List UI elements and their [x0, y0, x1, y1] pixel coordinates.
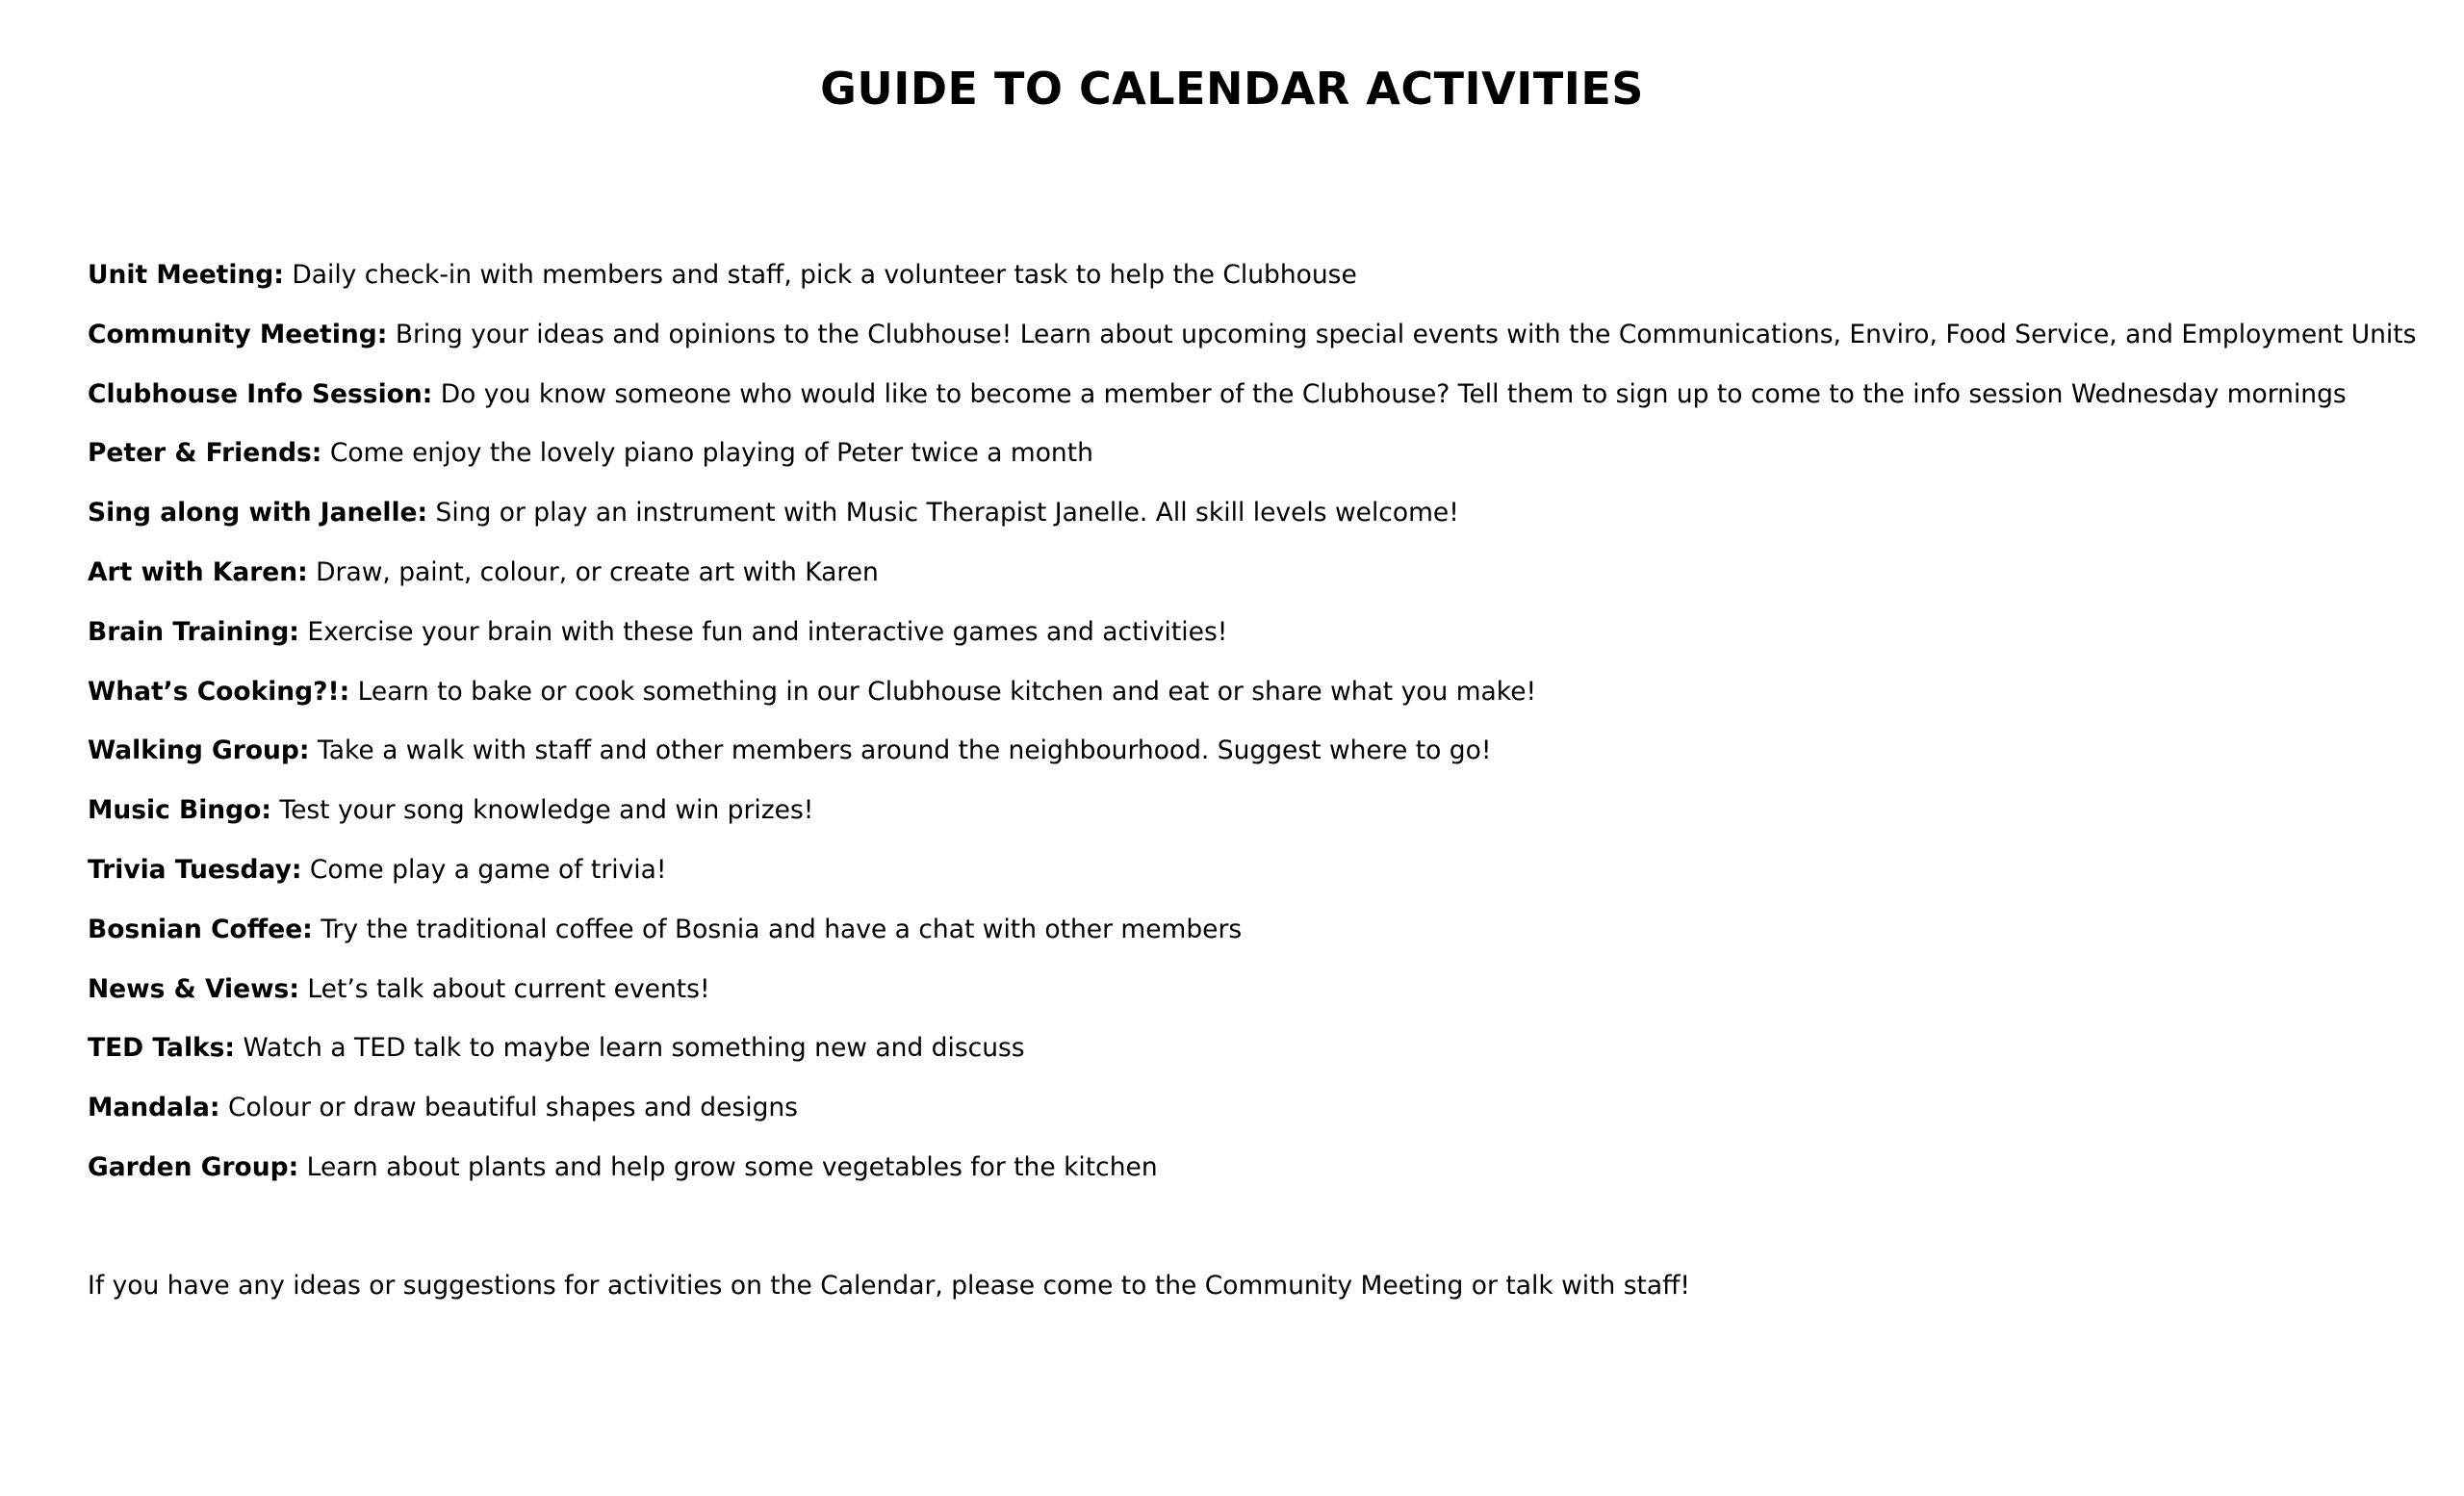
footer-note: If you have any ideas or suggestions for activities on the Calendar, please come to the Community Meeting or talk with staff! [88, 1271, 1691, 1301]
activity-item [88, 494, 2417, 554]
activity-name: Sing along with Janelle: [88, 498, 428, 529]
activity-item [88, 732, 2417, 791]
activity-description: Sing or play an instrument with Music Therapist Janelle. All skill levels welcome! [435, 498, 1459, 529]
activity-description: Draw, paint, colour, or create art with Karen [316, 556, 879, 587]
activity-name: What’s Cooking?!: [88, 676, 350, 707]
activity-item [88, 970, 2417, 1030]
activity-item [88, 1029, 2417, 1089]
activity-name: Mandala: [88, 1093, 220, 1123]
activity-description: Test your song knowledge and win prizes! [279, 795, 814, 826]
activity-description: Come play a game of trivia! [309, 854, 667, 885]
activity-name: TED Talks: [88, 1033, 236, 1064]
activity-name: Art with Karen: [88, 556, 308, 587]
activity-name: Unit Meeting: [88, 260, 284, 290]
activity-name: Garden Group: [88, 1151, 299, 1182]
activity-description: Let’s talk about current events! [307, 973, 710, 1004]
activity-description: Bring your ideas and opinions to the Clubhouse! Learn about upcoming special events with the Communications, Enviro, Food Service, and Employment Units [395, 319, 2417, 349]
activity-description: Daily check-in with members and staff, pick a volunteer task to help the Clubhouse [292, 260, 1357, 290]
activity-item [88, 434, 2417, 494]
activity-item [88, 911, 2417, 970]
activity-list [88, 256, 2417, 1208]
activity-description: Exercise your brain with these fun and interactive games and activities! [307, 616, 1228, 647]
activity-name: Music Bingo: [88, 795, 271, 826]
activity-description: Learn to bake or cook something in our Clubhouse kitchen and eat or share what you make! [357, 676, 1537, 707]
activity-description: Come enjoy the lovely piano playing of Peter twice a month [329, 438, 1093, 469]
activity-item [88, 375, 2417, 435]
activity-item [88, 316, 2417, 375]
activity-name: Clubhouse Info Session: [88, 378, 433, 409]
activity-item [88, 256, 2417, 316]
activity-name: Walking Group: [88, 735, 310, 766]
activity-description: Take a walk with staff and other members around the neighbourhood. Suggest where to go! [317, 735, 1492, 766]
activity-name: Brain Training: [88, 616, 299, 647]
activity-description: Do you know someone who would like to become a member of the Clubhouse? Tell them to sign up to come to the info session Wednesday mornings [440, 378, 2347, 409]
activity-item [88, 673, 2417, 733]
activity-item [88, 554, 2417, 613]
activity-item [88, 1148, 2417, 1208]
activity-name: Trivia Tuesday: [88, 854, 302, 885]
activity-description: Colour or draw beautiful shapes and designs [227, 1093, 798, 1123]
page-title: GUIDE TO CALENDAR ACTIVITIES [820, 63, 1644, 115]
activity-item [88, 1089, 2417, 1148]
activity-item [88, 791, 2417, 851]
activity-description: Try the traditional coffee of Bosnia and have a chat with other members [321, 914, 1243, 944]
activity-description: Watch a TED talk to maybe learn something new and discuss [243, 1033, 1025, 1064]
activity-description: Learn about plants and help grow some vegetables for the kitchen [306, 1151, 1158, 1182]
activity-item [88, 613, 2417, 673]
activity-name: Community Meeting: [88, 319, 388, 349]
activity-item [88, 851, 2417, 911]
activity-name: Bosnian Coffee: [88, 914, 313, 944]
activity-name: News & Views: [88, 973, 299, 1004]
activity-name: Peter & Friends: [88, 438, 322, 469]
